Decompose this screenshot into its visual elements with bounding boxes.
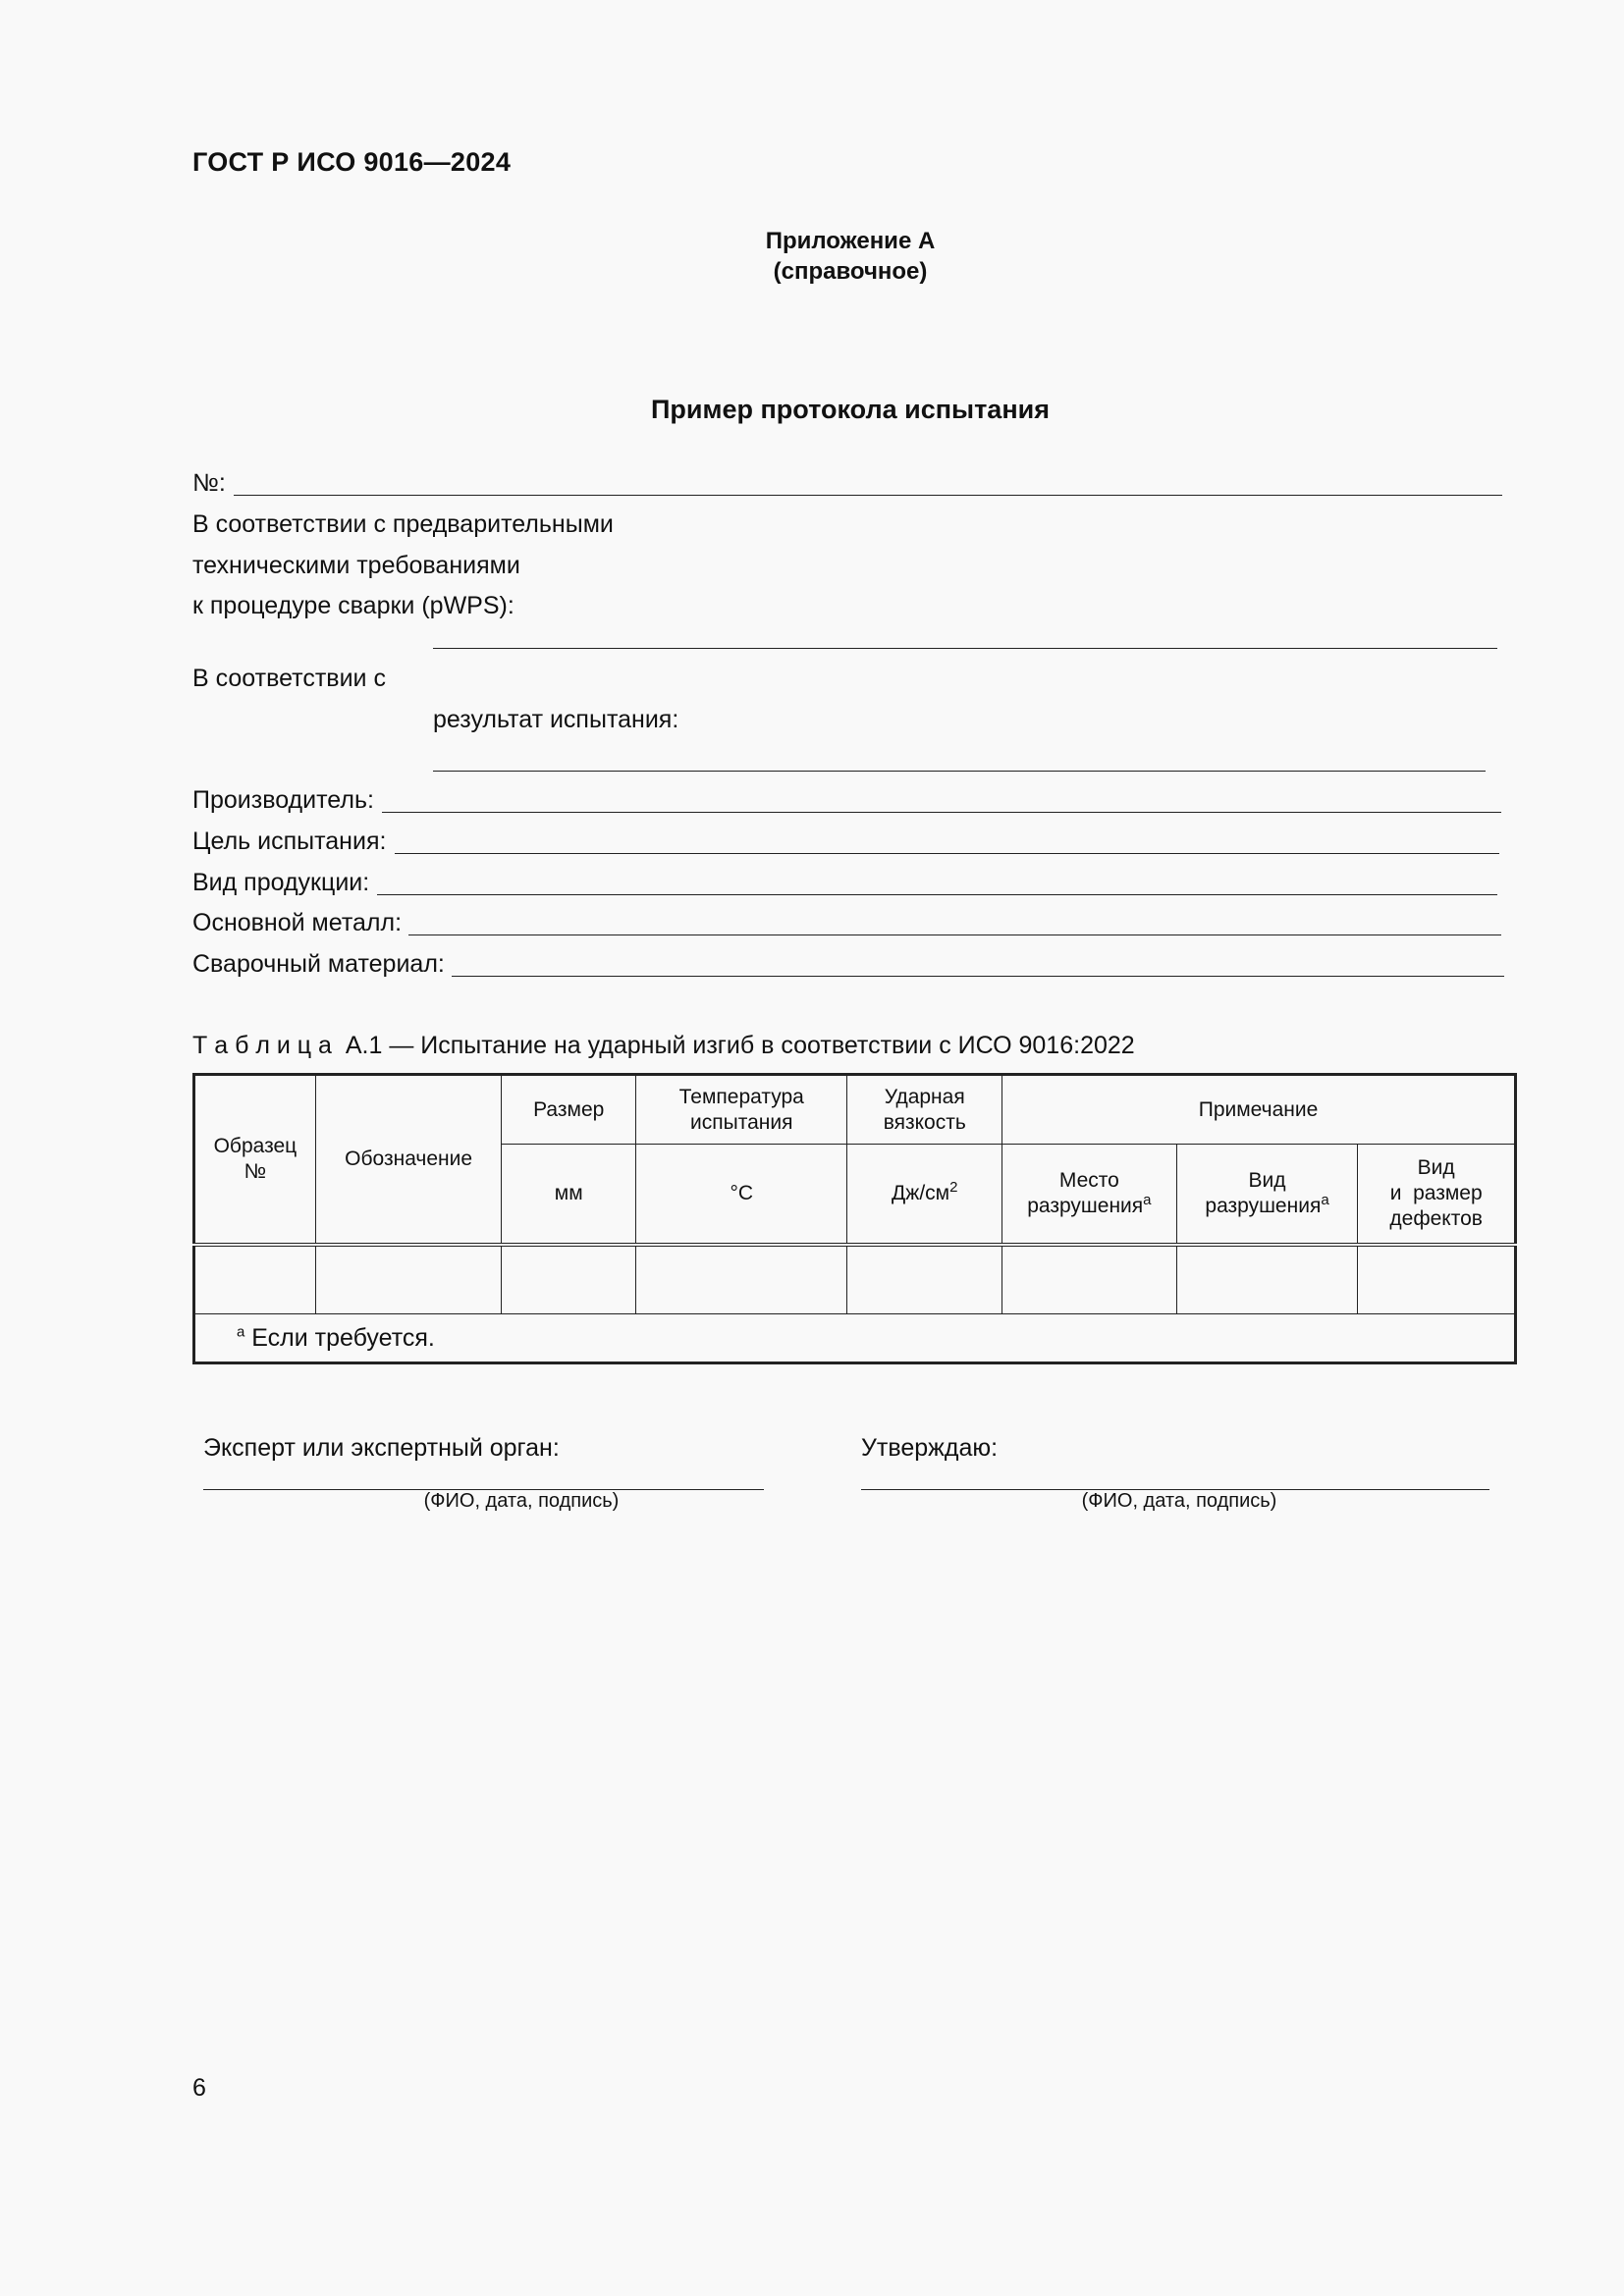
appendix-heading — [0, 226, 1624, 287]
col-size-header: Размер — [502, 1075, 636, 1145]
col-toughness-line1: Ударная — [884, 1085, 965, 1108]
table-row — [194, 1245, 1516, 1314]
pwps-label-line1: В соответствии с предварительными — [192, 510, 614, 538]
cell-specimen[interactable] — [194, 1245, 316, 1314]
impact-test-table — [192, 1073, 1517, 1364]
sub-defects-line1: Вид — [1417, 1156, 1455, 1179]
product-type-label: Вид продукции: — [192, 869, 370, 896]
sub-fracture-text: разрушения — [1205, 1195, 1322, 1217]
approve-signature-note: (ФИО, дата, подпись) — [1081, 1490, 1277, 1512]
col-temperature-line2: испытания — [690, 1110, 793, 1134]
purpose-field-line[interactable] — [395, 853, 1499, 854]
col-specimen-line1: Образец — [213, 1135, 298, 1157]
col-designation-header: Обозначение — [315, 1075, 502, 1246]
document-header: ГОСТ Р ИСО 9016—2024 — [192, 147, 512, 177]
test-result-field-line[interactable] — [433, 771, 1486, 772]
footnote-ref: a — [1143, 1192, 1152, 1208]
col-specimen-header — [194, 1075, 316, 1246]
appendix-type: (справочное) — [773, 258, 928, 285]
col-note-header: Примечание — [1002, 1075, 1516, 1145]
footnote-ref: a — [1321, 1192, 1329, 1208]
col-temperature-line1: Температура — [678, 1085, 804, 1108]
base-metal-label: Основной металл: — [192, 909, 403, 936]
cell-fracture-location[interactable] — [1002, 1245, 1177, 1314]
sub-defects-line2: и размер — [1389, 1182, 1483, 1204]
cell-designation[interactable] — [315, 1245, 502, 1314]
number-label: №: — [192, 469, 226, 497]
cell-fracture-type[interactable] — [1176, 1245, 1358, 1314]
sub-fracture-type — [1176, 1145, 1358, 1246]
pwps-label-line2: техническими требованиями — [192, 552, 520, 579]
sub-fracture-line1: Вид — [1248, 1169, 1286, 1192]
col-toughness-header — [847, 1075, 1002, 1145]
accordance-label: В соответствии с — [192, 665, 386, 692]
base-metal-field-line[interactable] — [408, 934, 1501, 935]
sub-location-text: разрушения — [1027, 1195, 1144, 1217]
table-caption-prefix: Т а б л и ц а — [192, 1032, 332, 1059]
unit-size: мм — [502, 1145, 636, 1246]
cell-temperature[interactable] — [636, 1245, 847, 1314]
sub-location-line2 — [1006, 1194, 1172, 1219]
footnote-text: Если требуется. — [244, 1324, 435, 1352]
welding-material-field-line[interactable] — [452, 976, 1504, 977]
unit-temperature: °С — [636, 1145, 847, 1246]
col-specimen-line2: № — [244, 1160, 267, 1183]
number-field-line[interactable] — [234, 495, 1502, 496]
welding-material-label: Сварочный материал: — [192, 950, 445, 978]
test-result-label: результат испытания: — [433, 706, 679, 733]
manufacturer-label: Производитель: — [192, 786, 374, 814]
cell-size[interactable] — [502, 1245, 636, 1314]
purpose-label: Цель испытания: — [192, 828, 387, 855]
sub-defects — [1358, 1145, 1516, 1246]
page-number: 6 — [192, 2074, 206, 2102]
cell-toughness[interactable] — [847, 1245, 1002, 1314]
sub-defects-line3: дефектов — [1389, 1207, 1483, 1230]
sub-fracture-line2 — [1181, 1194, 1354, 1219]
sub-location-line1: Место — [1058, 1169, 1119, 1192]
unit-toughness-base: Дж/см — [892, 1182, 950, 1204]
col-temperature-header — [636, 1075, 847, 1145]
table-caption — [192, 1032, 1135, 1060]
unit-toughness — [847, 1145, 1002, 1246]
product-type-field-line[interactable] — [377, 894, 1497, 895]
document-title: Пример протокола испытания — [651, 395, 1050, 424]
table-footnote — [194, 1314, 1516, 1363]
col-toughness-line2: вязкость — [883, 1110, 966, 1134]
cell-defects[interactable] — [1358, 1245, 1516, 1314]
manufacturer-field-line[interactable] — [382, 812, 1501, 813]
appendix-title: Приложение А — [765, 228, 936, 254]
unit-toughness-exponent: 2 — [949, 1179, 958, 1196]
footnote-mark: a — [237, 1323, 245, 1341]
pwps-field-line[interactable] — [433, 648, 1497, 649]
sub-fracture-location — [1002, 1145, 1177, 1246]
pwps-label-line3: к процедуре сварки (pWPS): — [192, 592, 514, 619]
expert-signature-note: (ФИО, дата, подпись) — [423, 1490, 620, 1512]
table-caption-text: А.1 — Испытание на ударный изгиб в соответствии с ИСО 9016:2022 — [345, 1032, 1135, 1059]
approve-label: Утверждаю: — [861, 1434, 999, 1462]
expert-label: Эксперт или экспертный орган: — [203, 1434, 560, 1462]
